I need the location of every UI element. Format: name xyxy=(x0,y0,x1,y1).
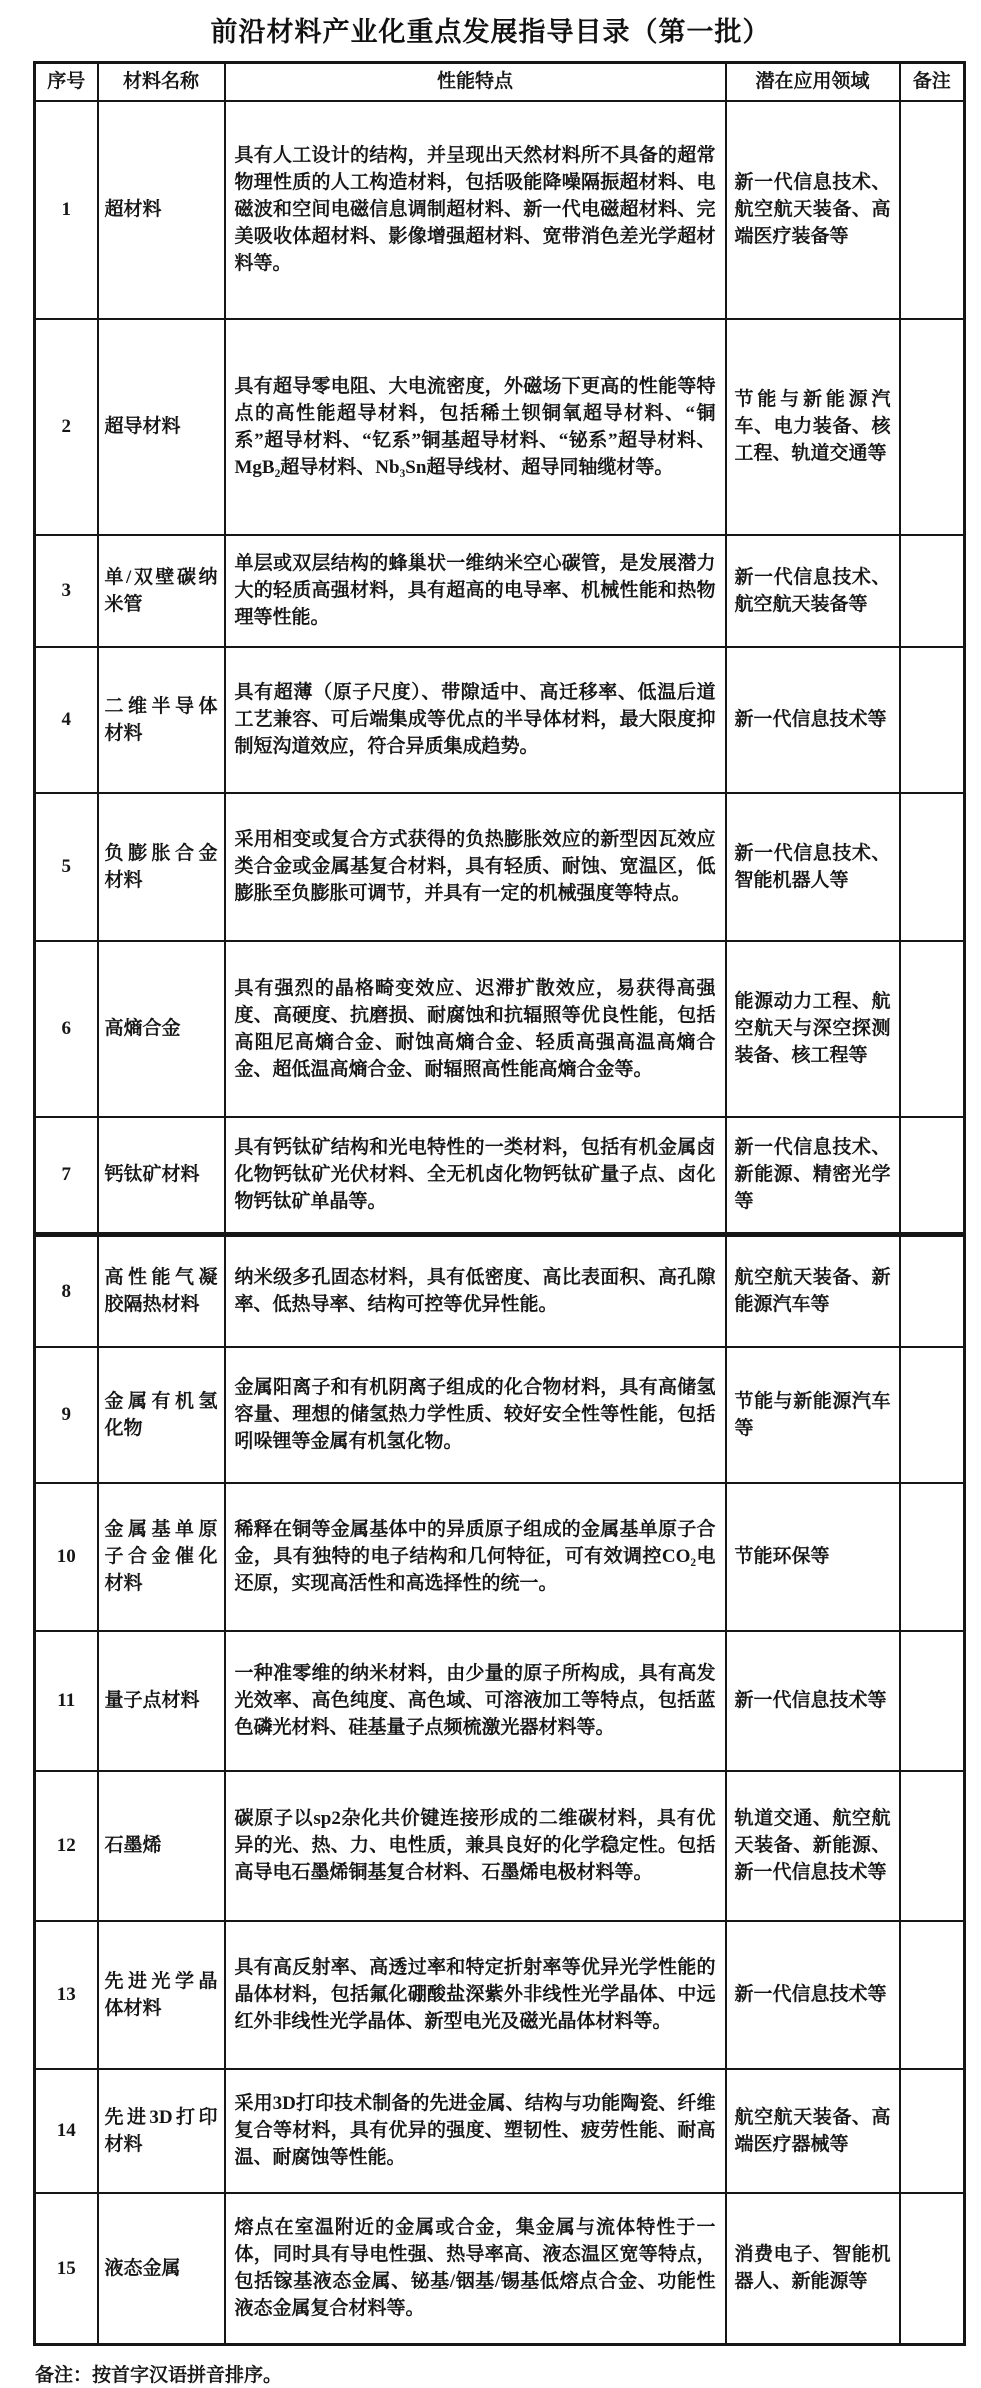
row-number-cell: 15 xyxy=(35,2193,98,2345)
applications-cell: 新一代信息技术等 xyxy=(726,647,900,793)
header-cell-applications: 潜在应用领域 xyxy=(726,63,900,101)
material-name-cell: 先进光学晶体材料 xyxy=(98,1921,225,2069)
features-cell: 一种准零维的纳米材料，由少量的原子所构成，具有高发光效率、高色纯度、高色域、可溶液加工等特点，包括蓝色磷光材料、硅基量子点频梳激光器材料等。 xyxy=(225,1631,726,1771)
material-name-cell: 高熵合金 xyxy=(98,941,225,1117)
row-number-cell: 11 xyxy=(35,1631,98,1771)
table-row xyxy=(35,2069,965,2193)
page-title: 前沿材料产业化重点发展指导目录（第一批） xyxy=(210,17,771,47)
applications-cell: 新一代信息技术、航空航天装备、高端医疗装备等 xyxy=(726,101,900,319)
remark-cell xyxy=(900,2193,965,2345)
row-number-cell: 14 xyxy=(35,2069,98,2193)
remark-cell xyxy=(900,1631,965,1771)
header-cell-remark: 备注 xyxy=(900,63,965,101)
remark-cell xyxy=(900,1921,965,2069)
applications-cell: 消费电子、智能机器人、新能源等 xyxy=(726,2193,900,2345)
row-number-cell: 4 xyxy=(35,647,98,793)
table-row xyxy=(35,647,965,793)
header-cell-serial: 序号 xyxy=(35,63,98,101)
applications-cell: 新一代信息技术、智能机器人等 xyxy=(726,793,900,941)
row-number-cell: 1 xyxy=(35,101,98,319)
applications-cell: 节能与新能源汽车、电力装备、核工程、轨道交通等 xyxy=(726,319,900,535)
table-row xyxy=(35,1921,965,2069)
remark-cell xyxy=(900,1483,965,1631)
material-name-cell: 金属基单原子合金催化材料 xyxy=(98,1483,225,1631)
material-name-cell: 钙钛矿材料 xyxy=(98,1117,225,1235)
remark-cell xyxy=(900,1771,965,1921)
features-cell: 具有高反射率、高透过率和特定折射率等优异光学性能的晶体材料，包括氟化硼酸盐深紫外非线性光学晶体、中远红外非线性光学晶体、新型电光及磁光晶体材料等。 xyxy=(225,1921,726,2069)
features-cell: 碳原子以sp2杂化共价键连接形成的二维碳材料，具有优异的光、热、力、电性质，兼具良好的化学稳定性。包括高导电石墨烯铜基复合材料、石墨烯电极材料等。 xyxy=(225,1771,726,1921)
applications-cell: 能源动力工程、航空航天与深空探测装备、核工程等 xyxy=(726,941,900,1117)
applications-cell: 航空航天装备、新能源汽车等 xyxy=(726,1235,900,1347)
applications-cell: 新一代信息技术等 xyxy=(726,1631,900,1771)
material-name-cell: 量子点材料 xyxy=(98,1631,225,1771)
row-number-cell: 9 xyxy=(35,1347,98,1483)
remark-cell xyxy=(900,535,965,647)
remark-cell xyxy=(900,941,965,1117)
applications-cell: 新一代信息技术、航空航天装备等 xyxy=(726,535,900,647)
features-cell: 金属阳离子和有机阴离子组成的化合物材料，具有高储氢容量、理想的储氢热力学性质、较好安全性等性能，包括吲哚锂等金属有机氢化物。 xyxy=(225,1347,726,1483)
material-name-cell: 先进3D打印材料 xyxy=(98,2069,225,2193)
material-name-cell: 负膨胀合金材料 xyxy=(98,793,225,941)
features-cell: 具有超导零电阻、大电流密度，外磁场下更高的性能等特点的高性能超导材料，包括稀土钡铜氧超导材料、“铜系”超导材料、“钇系”铜基超导材料、“铋系”超导材料、MgB₂超导材料、Nb₃Sn超导线材、超导同轴缆材等。 xyxy=(225,319,726,535)
material-name-cell: 高性能气凝胶隔热材料 xyxy=(98,1235,225,1347)
remark-cell xyxy=(900,1347,965,1483)
table-row xyxy=(35,1631,965,1771)
row-number-cell: 12 xyxy=(35,1771,98,1921)
applications-cell: 轨道交通、航空航天装备、新能源、新一代信息技术等 xyxy=(726,1771,900,1921)
footer-note: 备注：按首字汉语拼音排序。 xyxy=(35,2365,283,2386)
row-number-cell: 3 xyxy=(35,535,98,647)
table-row xyxy=(35,535,965,647)
applications-cell: 新一代信息技术等 xyxy=(726,1921,900,2069)
table-row xyxy=(35,1235,965,1347)
row-number-cell: 2 xyxy=(35,319,98,535)
table-body xyxy=(35,101,965,2345)
remark-cell xyxy=(900,319,965,535)
material-name-cell: 金属有机氢化物 xyxy=(98,1347,225,1483)
table-row xyxy=(35,2193,965,2345)
header-cell-features: 性能特点 xyxy=(225,63,726,101)
row-number-cell: 10 xyxy=(35,1483,98,1631)
row-number-cell: 6 xyxy=(35,941,98,1117)
header-cell-material-name: 材料名称 xyxy=(98,63,225,101)
features-cell: 具有强烈的晶格畸变效应、迟滞扩散效应，易获得高强度、高硬度、抗磨损、耐腐蚀和抗辐照等优良性能，包括高阻尼高熵合金、耐蚀高熵合金、轻质高强高温高熵合金、超低温高熵合金、耐辐照高性能高熵合金等。 xyxy=(225,941,726,1117)
table-row xyxy=(35,319,965,535)
features-cell: 熔点在室温附近的金属或合金，集金属与流体特性于一体，同时具有导电性强、热导率高、液态温区宽等特点，包括镓基液态金属、铋基/铟基/锡基低熔点合金、功能性液态金属复合材料等。 xyxy=(225,2193,726,2345)
table-row xyxy=(35,1483,965,1631)
features-cell: 单层或双层结构的蜂巢状一维纳米空心碳管，是发展潜力大的轻质高强材料，具有超高的电导率、机械性能和热物理等性能。 xyxy=(225,535,726,647)
row-number-cell: 5 xyxy=(35,793,98,941)
features-cell: 具有超薄（原子尺度）、带隙适中、高迁移率、低温后道工艺兼容、可后端集成等优点的半导体材料，最大限度抑制短沟道效应，符合异质集成趋势。 xyxy=(225,647,726,793)
remark-cell xyxy=(900,793,965,941)
applications-cell: 航空航天装备、高端医疗器械等 xyxy=(726,2069,900,2193)
material-name-cell: 单/双壁碳纳米管 xyxy=(98,535,225,647)
material-name-cell: 超导材料 xyxy=(98,319,225,535)
material-name-cell: 液态金属 xyxy=(98,2193,225,2345)
table-row xyxy=(35,1117,965,1235)
material-name-cell: 二维半导体材料 xyxy=(98,647,225,793)
applications-cell: 节能与新能源汽车等 xyxy=(726,1347,900,1483)
table-row xyxy=(35,941,965,1117)
table-row xyxy=(35,1771,965,1921)
applications-cell: 节能环保等 xyxy=(726,1483,900,1631)
table-row xyxy=(35,101,965,319)
table-row xyxy=(35,1347,965,1483)
features-cell: 采用相变或复合方式获得的负热膨胀效应的新型因瓦效应类合金或金属基复合材料，具有轻质、耐蚀、宽温区，低膨胀至负膨胀可调节，并具有一定的机械强度等特点。 xyxy=(225,793,726,941)
remark-cell xyxy=(900,1117,965,1235)
remark-cell xyxy=(900,101,965,319)
remark-cell xyxy=(900,647,965,793)
features-cell: 具有钙钛矿结构和光电特性的一类材料，包括有机金属卤化物钙钛矿光伏材料、全无机卤化物钙钛矿量子点、卤化物钙钛矿单晶等。 xyxy=(225,1117,726,1235)
features-cell: 具有人工设计的结构，并呈现出天然材料所不具备的超常物理性质的人工构造材料，包括吸能降噪隔振超材料、电磁波和空间电磁信息调制超材料、新一代电磁超材料、完美吸收体超材料、影像增强超材料、宽带消色差光学超材料等。 xyxy=(225,101,726,319)
header-row xyxy=(35,63,965,101)
remark-cell xyxy=(900,1235,965,1347)
material-name-cell: 超材料 xyxy=(98,101,225,319)
row-number-cell: 7 xyxy=(35,1117,98,1235)
applications-cell: 新一代信息技术、新能源、精密光学等 xyxy=(726,1117,900,1235)
features-cell: 采用3D打印技术制备的先进金属、结构与功能陶瓷、纤维复合等材料，具有优异的强度、塑韧性、疲劳性能、耐高温、耐腐蚀等性能。 xyxy=(225,2069,726,2193)
materials-table xyxy=(33,61,966,2346)
row-number-cell: 13 xyxy=(35,1921,98,2069)
material-name-cell: 石墨烯 xyxy=(98,1771,225,1921)
table-row xyxy=(35,793,965,941)
features-cell: 稀释在铜等金属基体中的异质原子组成的金属基单原子合金，具有独特的电子结构和几何特征，可有效调控CO₂电还原，实现高活性和高选择性的统一。 xyxy=(225,1483,726,1631)
remark-cell xyxy=(900,2069,965,2193)
row-number-cell: 8 xyxy=(35,1235,98,1347)
features-cell: 纳米级多孔固态材料，具有低密度、高比表面积、高孔隙率、低热导率、结构可控等优异性能。 xyxy=(225,1235,726,1347)
